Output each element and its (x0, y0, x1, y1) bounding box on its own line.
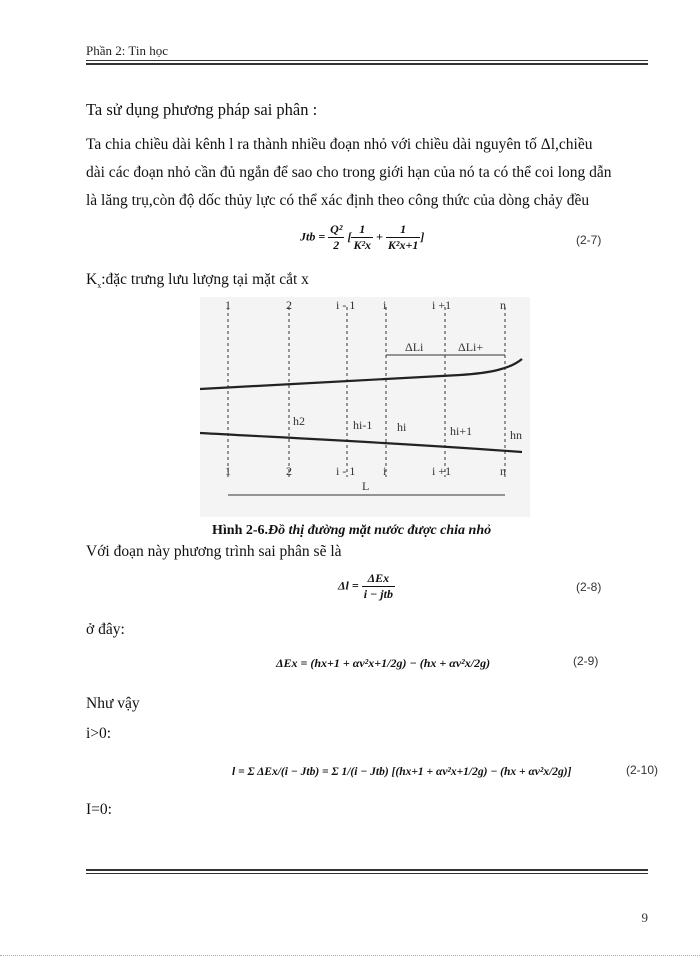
depth-label: hn (510, 428, 522, 442)
header-rule-thick (86, 63, 648, 65)
depth-label: h2 (293, 414, 305, 428)
bottom-label: i - 1 (336, 464, 356, 478)
length-label: L (362, 479, 370, 493)
paragraph-line: Với đoạn này phương trình sai phân sẽ là (86, 543, 342, 560)
kx-definition: $K_x:đặc$ trưng lưu lượng tại mặt cắt x (86, 271, 309, 291)
equation-2-10: l = Σ ΔEx/(i − Jtb) = Σ 1/(i − Jtb) [(hx+1 + αv²x+1/2g) − (hx + αv²x/2g)] (232, 766, 572, 778)
paragraph-line: Ta chia chiều dài kênh l ra thành nhiều đoạn nhỏ với chiều dài nguyên tố Δl,chiều (86, 136, 593, 153)
paragraph-line: dài các đoạn nhỏ cần đủ ngắn để sao cho trong giới hạn của nó ta có thể coi long dẫn (86, 164, 612, 181)
footer-rule (86, 873, 648, 874)
top-label: i - 1 (336, 298, 356, 312)
bottom-label: 2 (286, 464, 292, 478)
equation-number: (2-7) (576, 233, 602, 247)
depth-label: hi+1 (450, 424, 473, 438)
equation-2-8: Δl = $\frac{\text{ΔEx}}{\text{i − jtb}}$ (338, 571, 393, 601)
bottom-label: 1 (225, 464, 231, 478)
equation-number: (2-10) (626, 763, 659, 777)
delta-l-label: ΔLi+ (458, 340, 484, 354)
equation-2-9: ΔEx = (hx+1 + αv²x+1/2g) − (hx + αv²x/2g) (276, 656, 491, 670)
depth-label: hi-1 (353, 418, 373, 432)
paragraph-line: I=0: (86, 801, 112, 818)
equation-number: (2-9) (573, 654, 599, 668)
figure-caption: Hình 2-6.Đồ thị đường mặt nước được chia nhỏ (212, 523, 492, 538)
page-number: 9 (641, 910, 648, 925)
page-header: Phần 2: Tin học (86, 43, 168, 58)
top-label: n (500, 298, 506, 312)
page-edge-dots (0, 955, 700, 956)
equation-2-7: Jtb = $\frac{\text{Q²}}{2}$ [ $\frac{1}{\text{K²x}}$ + $\frac{1}{\text{K²x+1}}$ ] (300, 222, 425, 252)
paragraph-intro: Ta sử dụng phương pháp sai phân : (86, 100, 318, 119)
footer-rule-thick (86, 869, 648, 871)
top-label: 1 (225, 298, 231, 312)
paragraph-line: Như vậy (86, 695, 140, 712)
top-label: i +1 (432, 298, 452, 312)
top-label: 2 (286, 298, 292, 312)
paragraph-line: ở đây: (86, 621, 125, 638)
bottom-label: n (500, 464, 506, 478)
equation-number: (2-8) (576, 580, 602, 594)
bottom-label: i (383, 464, 387, 478)
top-label: i (383, 298, 387, 312)
delta-l-label: ΔLi (405, 340, 424, 354)
depth-label: hi (397, 420, 407, 434)
bottom-label: i +1 (432, 464, 452, 478)
water-surface-figure (200, 297, 530, 517)
paragraph-line: là lăng trụ,còn độ dốc thủy lực có thể xác định theo công thức của dòng chảy đều (86, 192, 590, 209)
paragraph-line: i>0: (86, 725, 112, 742)
header-rule (86, 60, 648, 61)
